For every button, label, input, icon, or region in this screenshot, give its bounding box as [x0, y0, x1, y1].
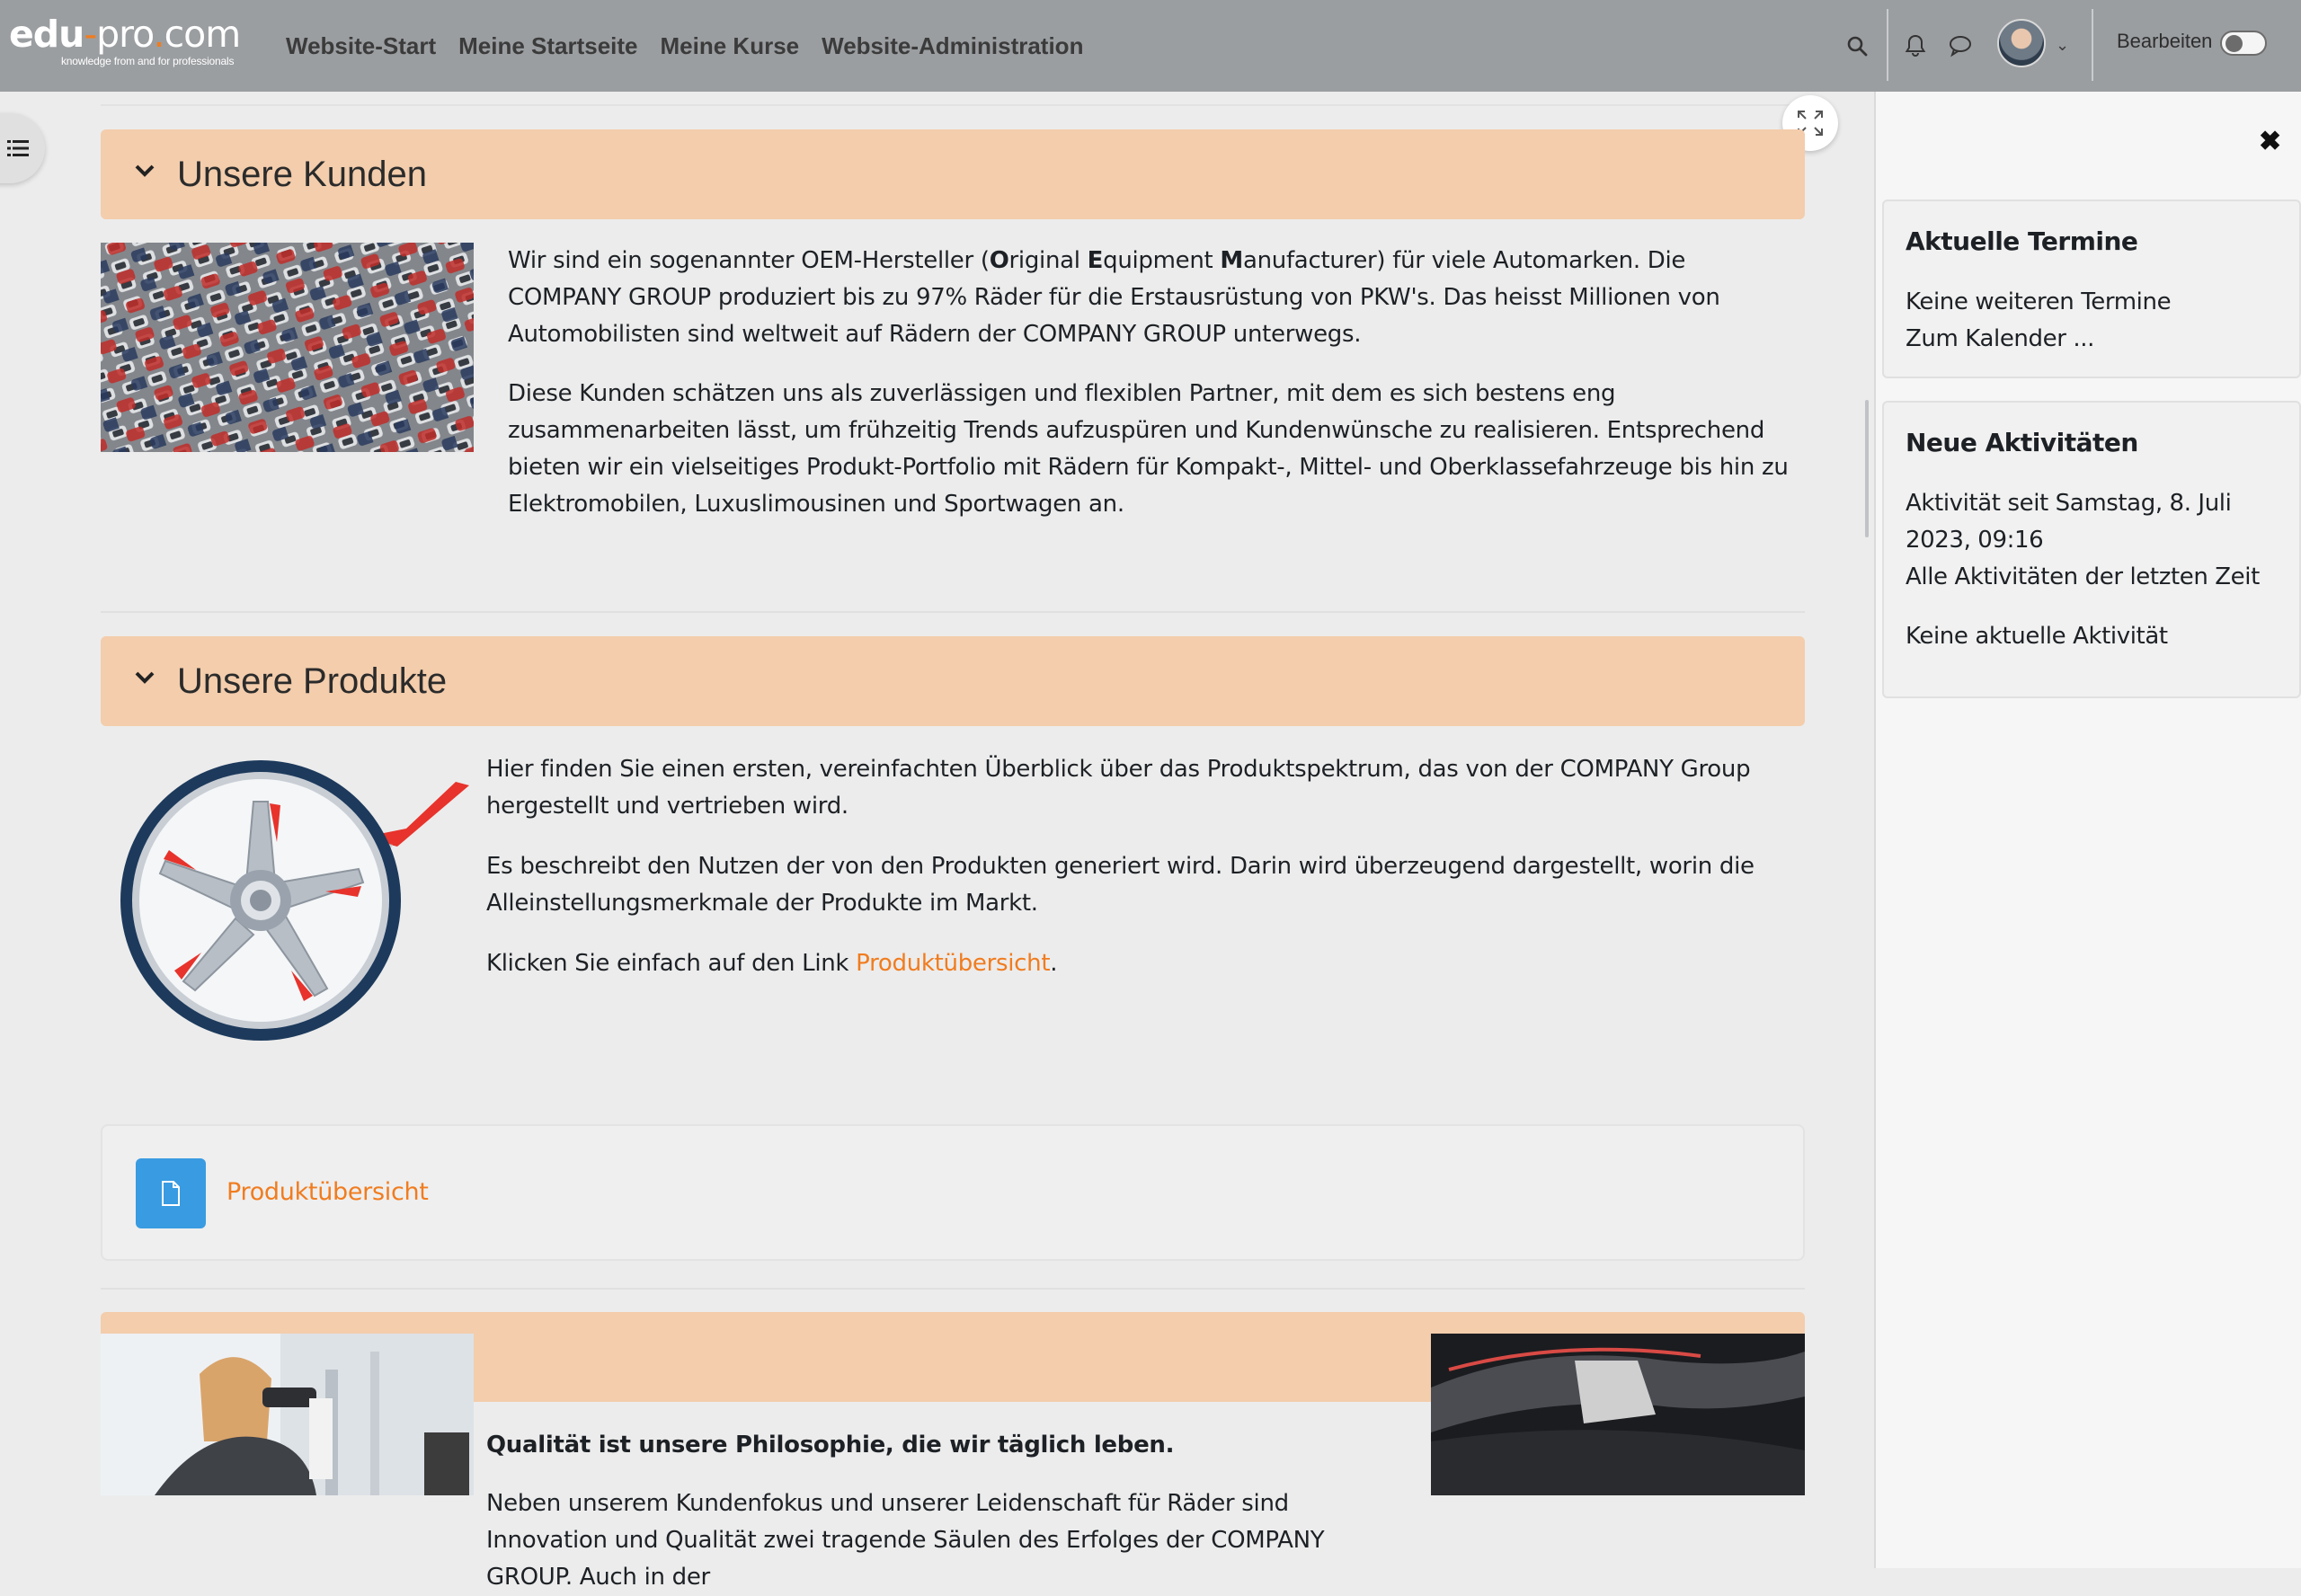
logo-tagline: knowledge from and for professionals — [61, 55, 235, 67]
activity-link[interactable]: Produktübersicht — [227, 1178, 429, 1206]
drawer-scrollbar[interactable] — [1865, 400, 1869, 537]
section-header-products[interactable] — [101, 636, 1805, 726]
section-header-customers[interactable] — [101, 129, 1805, 219]
quality-paragraph-1: Neben unserem Kundenfokus und unserer Leidenschaft für Räder sind Innovation und Qualität zwei tragende Säulen des Erfolges der COMPANY GROUP. Auch in der — [486, 1490, 1325, 1591]
customers-paragraph-1: Wir sind ein sogenannter OEM-Hersteller (Original Equipment Manufacturer) für viele Automarken. Die COMPANY GROUP produziert bis zu 97% Räder für die Erstausrüstung von PKW's. Das heisst Millionen von Automobilisten sind weltweit auf Rädern der COMPANY GROUP unterwegs. — [508, 247, 1720, 348]
navbar-divider — [2092, 9, 2093, 81]
search-icon[interactable] — [1842, 31, 1872, 61]
customers-paragraph-2: Diese Kunden schätzen uns als zuverlässigen und flexiblen Partner, mit dem es sich bestens eng zusammenarbeiten lässt, um frühzeitig Trends aufzuspüren und Kundenwünsche zu realisieren. Entsprechend bieten wir ein vielseitiges Produkt-Portfolio mit Rädern für Kompakt-, Mittel- und Oberklassefahrzeuge bis hin zu Elektromobilen, Luxuslimousinen und Sportwagen an. — [508, 380, 1789, 518]
chevron-down-icon[interactable]: ⌄ — [2056, 36, 2070, 54]
primary-navigation — [286, 0, 1083, 92]
activity-since-line-2: 2023, 09:16 — [1906, 527, 2044, 554]
lab-microscope-image — [101, 1334, 474, 1495]
cast-part-image — [1431, 1334, 1805, 1495]
navbar-divider — [1887, 9, 1888, 81]
no-recent-activity-text: Keine aktuelle Aktivität — [1906, 623, 2168, 650]
block-recent-activity — [1882, 401, 2301, 698]
page-icon — [136, 1158, 206, 1228]
chevron-down-icon — [135, 164, 155, 178]
edit-mode-label: Bearbeiten — [2117, 30, 2213, 52]
product-overview-inline-link[interactable]: Produktübersicht — [856, 950, 1051, 977]
wheel-rim-image — [101, 748, 478, 1017]
products-paragraph-3: Klicken Sie einfach auf den Link Produktübersicht. — [486, 950, 1058, 977]
nav-site-administration[interactable]: Website-Administration — [822, 31, 1084, 59]
products-paragraph-1: Hier finden Sie einen ersten, vereinfachten Überblick über das Produktspektrum, das von der COMPANY Group hergestellt und vertrieben wird. — [486, 756, 1751, 820]
activity-since-line-1: Aktivität seit Samstag, 8. Juli — [1906, 490, 2232, 517]
products-paragraph-2: Es beschreibt den Nutzen der von den Produkten generiert wird. Darin wird überzeugend dargestellt, worin die Alleinstellungsmerkmale der Produkte im Markt. — [486, 853, 1755, 917]
nav-my-dashboard[interactable]: Meine Startseite — [458, 31, 638, 59]
parking-lot-cars-image — [101, 243, 474, 452]
edit-mode-toggle[interactable] — [2220, 31, 2267, 56]
all-recent-activity-link[interactable]: Alle Aktivitäten der letzten Zeit — [1906, 563, 2260, 590]
bell-icon[interactable] — [1900, 31, 1931, 61]
section-title: Unsere Kunden — [177, 154, 427, 194]
toggle-knob — [2225, 35, 2243, 52]
message-icon[interactable] — [1945, 31, 1976, 61]
top-navbar — [0, 0, 2301, 92]
section-divider — [101, 1288, 1805, 1290]
content-top-divider — [101, 104, 1805, 106]
section-divider — [101, 611, 1805, 613]
quality-lead: Qualität ist unsere Philosophie, die wir täglich leben. — [486, 1432, 1175, 1459]
block-title: Neue Aktivitäten — [1906, 428, 2138, 457]
chevron-down-icon — [135, 670, 155, 685]
block-upcoming-events — [1882, 200, 2301, 378]
section-title: Unsere Produkte — [177, 661, 448, 701]
user-avatar[interactable] — [1997, 19, 2046, 67]
block-title: Aktuelle Termine — [1906, 226, 2138, 256]
site-logo[interactable] — [9, 13, 241, 75]
no-events-text: Keine weiteren Termine — [1906, 288, 2172, 315]
logo-text: edu-pro.com — [9, 13, 241, 56]
nav-website-start[interactable]: Website-Start — [286, 31, 437, 59]
calendar-link[interactable]: Zum Kalender ... — [1906, 325, 2094, 352]
close-icon[interactable]: ✖ — [2259, 127, 2282, 156]
nav-my-courses[interactable]: Meine Kurse — [660, 31, 800, 59]
activity-item-product-overview[interactable] — [101, 1124, 1805, 1261]
